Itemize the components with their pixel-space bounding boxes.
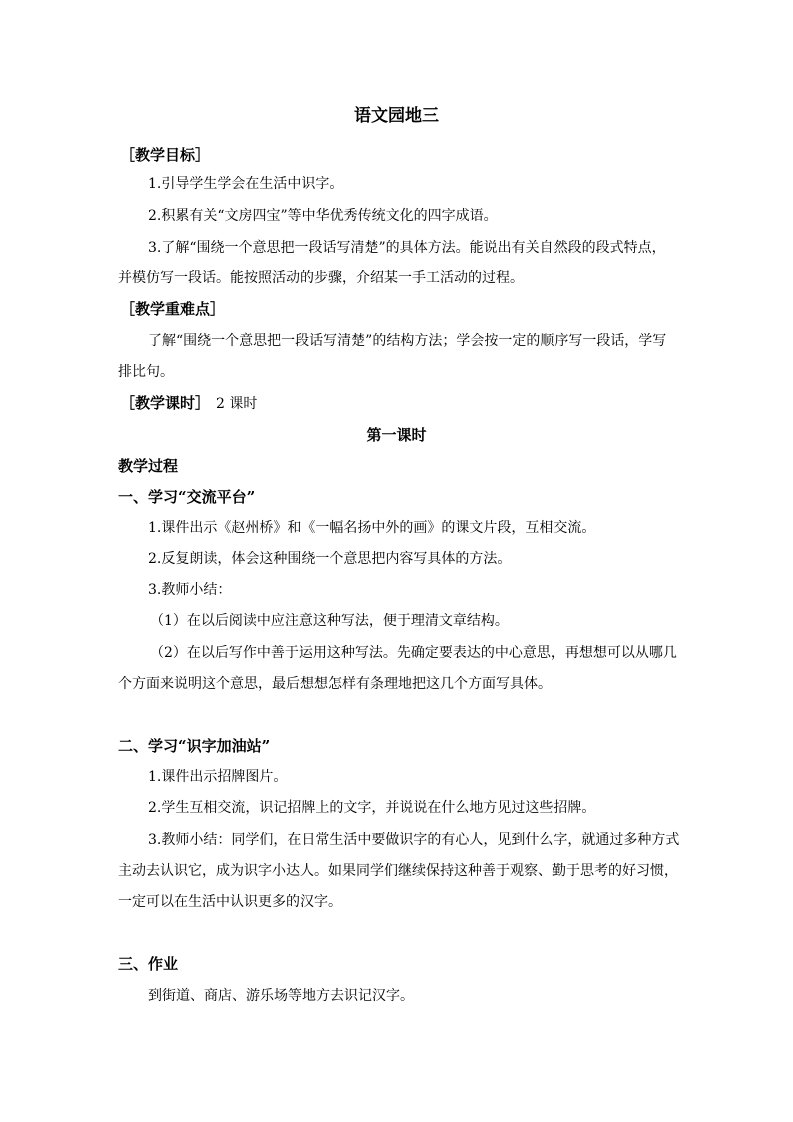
section1-line: 2.反复朗读，体会这种围绕一个意思把内容写具体的方法。: [148, 551, 512, 567]
objective-line: 并模仿写一段话。能按照活动的步骤，介绍某一手工活动的过程。: [118, 270, 524, 286]
section2-heading: 二、学习“识字加油站”: [118, 737, 271, 755]
section3-heading: 三、作业: [118, 955, 179, 973]
section2-line: 一定可以在生活中认识更多的汉字。: [118, 894, 342, 910]
section1-line: 1.课件出示《赵州桥》和《一幅名扬中外的画》的课文片段，互相交流。: [148, 520, 596, 536]
section2-line: 2.学生互相交流，识记招牌上的文字，并说说在什么地方见过这些招牌。: [148, 800, 596, 816]
process-heading: 教学过程: [118, 457, 179, 475]
section1-line: （1）在以后阅读中应注意这种写法，便于理清文章结构。: [150, 613, 509, 629]
objective-line: 1.引导学生学会在生活中识字。: [148, 176, 344, 192]
section1-line: 个方面来说明这个意思，最后想想怎样有条理地把这几个方面写具体。: [118, 676, 552, 692]
document-title: 语文园地三: [354, 106, 439, 126]
section1-line: （2）在以后写作中善于运用这种写法。先确定要表达的中心意思，再想想可以从哪几: [150, 645, 677, 661]
key-points-line: 排比句。: [118, 364, 174, 380]
objective-line: 2.积累有关“文房四宝”等中华优秀传统文化的四字成语。: [148, 208, 498, 224]
section2-line: 主动去认识它，成为识字小达人。如果同学们继续保持这种善于观察、勤于思考的好习惯，: [118, 863, 678, 879]
class-hours-heading: ［教学课时］: [120, 394, 211, 412]
class-hours-value: 2 课时: [216, 396, 258, 412]
section1-line: 3.教师小结：: [148, 582, 232, 598]
section1-heading: 一、学习“交流平台”: [118, 488, 256, 506]
key-points-line: 了解“围绕一个意思把一段话写清楚”的结构方法；学会按一定的顺序写一段话，学写: [148, 333, 667, 349]
section2-line: 3.教师小结：同学们，在日常生活中要做识字的有心人，见到什么字，就通过多种方式: [148, 832, 680, 848]
section2-line: 1.课件出示招牌图片。: [148, 769, 288, 785]
objective-line: 3.了解“围绕一个意思把一段话写清楚”的具体方法。能说出有关自然段的段式特点，: [148, 240, 666, 256]
key-points-heading: ［教学重难点］: [120, 300, 226, 318]
section3-line: 到街道、商店、游乐场等地方去识记汉字。: [148, 988, 414, 1004]
lesson-title: 第一课时: [366, 426, 427, 444]
objectives-heading: ［教学目标］: [120, 146, 211, 164]
